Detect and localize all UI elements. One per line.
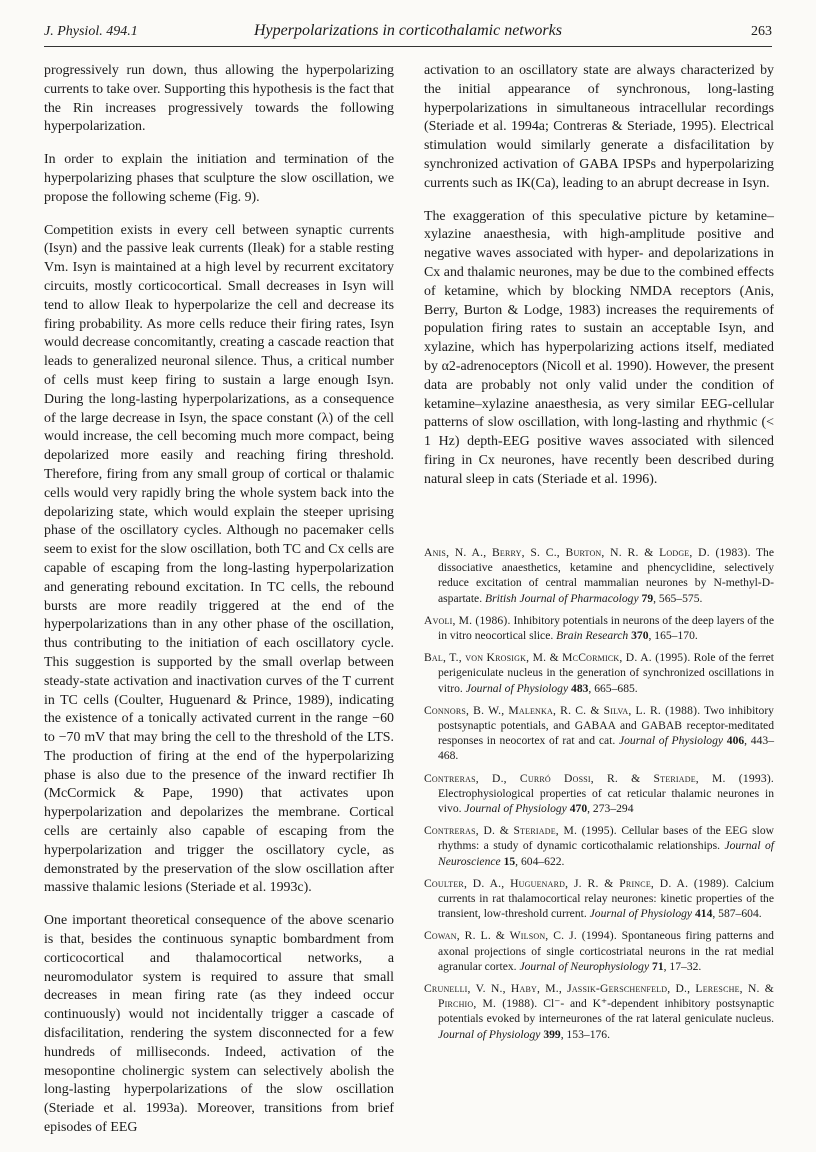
paragraph: One important theoretical consequence of the above scenario is that, besides the continuous synaptic bombardment from corticocortical and thalamocortical networks, a neuromodulator system is required to assure that small decreases in mean firing rate (as they indeed occur continuously) would not incidentally trigger a cascade of disfacilitation, rendering the system disconnected for a few hundreds of milliseconds. Indeed, activation of the mesopontine cholinergic system can selectively abolish the long-lasting hyperpolarizations of the slow oscillation (Steriade et al. 1993a). Moreover, transitions from brief episodes of EEG [44,913,394,1136]
reference-entry: Cowan, R. L. & Wilson, C. J. (1994). Spontaneous firing patterns and axonal projections of single corticostriatal neurons in the rat medial agranular cortex. Journal of Neurophysiology 71, 17–32. [424,929,774,973]
left-column [44,62,394,1152]
reference-entry: Connors, B. W., Malenka, R. C. & Silva, L. R. (1988). Two inhibitory postsynaptic potentials, and GABAA and GABAB receptor-meditated responses in neocortex of rat and cat. Journal of Physiology 406, 443–468. [424,703,774,763]
paragraph: activation to an oscillatory state are always characterized by the initial appearance of synchronous, long-lasting hyperpolarizations in simultaneous intracellular recordings (Steriade et al. 1994a; Contreras & Steriade, 1995). Electrical stimulation would similarly generate a disfacilitation by synchronized activation of GABA IPSPs and hyperpolarizing currents such as IK(Ca), leading to an abrupt decrease in Isyn. [424,63,774,191]
reference-entry: Avoli, M. (1986). Inhibitory potentials in neurons of the deep layers of the in vitro neocortical slice. Brain Research 370, 165–170. [424,613,774,643]
reference-entry: Bal, T., von Krosigk, M. & McCormick, D. A. (1995). Role of the ferret perigeniculate nucleus in the generation of synchronized oscillations in vitro. Journal of Physiology 483, 665–685. [424,651,774,695]
reference-entry: Anis, N. A., Berry, S. C., Burton, N. R. & Lodge, D. (1983). The dissociative anaesthetics, ketamine and phencyclidine, selectively reduce excitation of central mammalian neurones by N-methyl-D-aspartate. British Journal of Pharmacology 79, 565–575. [424,546,774,605]
running-title: Hyperpolarizations in corticothalamic networks [254,22,562,39]
page-number: 263 [751,24,772,39]
paragraph: Competition exists in every cell between synaptic currents (Isyn) and the passive leak currents (Ileak) for a stable resting Vm. Isyn is maintained at a high level by recurrent excitatory circuits, mostly corticocortical. Small decreases in Isyn will tend to allow Ileak to hyperpolarize the cell and decrease its firing probability. As more cells reduce their firing rates, Isyn would decrease concomitantly, creating a cascade reaction that leads to generalized neuronal silence. Thus, a critical number of cells must keep firing to sustain a large enough Isyn. During the long-lasting hyperpolarizations, as a consequence of the large decrease in Isyn, the space constant (λ) of the cell would increase, the cell becoming much more compact, being depolarized more easily and reaching firing threshold. Therefore, firing from any small group of cortical or thalamic cells would very rapidly bring the whole system back into the depolarizing state, which would explain the steeper uprising phase of the oscillatory cycles. Although no pacemaker cells seem to exist for the slow oscillation, both TC and Cx cells are capable of escaping from the long-lasting hyperpolarization and generating rebound excitation. In TC cells, the rebound bursts are more readily triggered at the end of the hyperpolarizations than in any other phase of the oscillation, thus contributing to the initiation of each oscillatory cycle. This suggestion is supported by the small overlap between steady-state activation and inactivation curves of the T current in TC cells (Coulter, Huguenard & Prince, 1989), indicating the existence of a tonically activated current in the range −60 to −70 mV that may bring the cell to the threshold of the LTS. The production of firing at the end of the hyperpolarizing phase is also due to the presence of the inward rectifier Ih (McCormick & Pape, 1990) that activates upon hyperpolarization and depolarizes the membrane. Cortical cells are certainly also capable of escaping from the hyperpolarization and trigger the oscillatory cycle, as demonstrated by the preservation of the slow oscillation after massive thalamic lesions (Steriade et al. 1993c). [44,222,394,896]
reference-list [424,545,774,1049]
paragraph: progressively run down, thus allowing the hyperpolarizing currents to take over. Supporting this hypothesis is the fact that the Rin increases progressively towards the following hyperpolarization. [44,63,394,135]
reference-entry: Contreras, D., Curró Dossi, R. & Steriade, M. (1993). Electrophysiological properties of cat reticular thalamic neurones in vivo. Journal of Physiology 470, 273–294 [424,771,774,816]
reference-entry: Contreras, D. & Steriade, M. (1995). Cellular bases of the EEG slow rhythms: a study of dynamic corticothalamic relationships. Journal of Neuroscience 15, 604–622. [424,824,775,868]
paragraph: The exaggeration of this speculative picture by ketamine–xylazine anaesthesia, with high-amplitude positive and negative waves associated with hyper- and depolarizations in Cx and thalamic neurones, may be due to the combined effects of ketamine, which by blocking NMDA receptors (Anis, Berry, Burton & Lodge, 1983) increases the requirements of population firing rates to sustain an acceptable Isyn, and xylazine, which has hyperpolarizing actions itself, mediated by α2-adrenoceptors (Nicoll et al. 1990). However, the present data are probably not only valid under the condition of ketamine–xylazine anaesthesia, as very similar EEG-cellular patterns of slow oscillation, with long-lasting and rhythmic (< 1 Hz) depth-EEG positive waves associated with silenced firing in Cx neurones, have recently been described during natural sleep in cats (Steriade et al. 1996). [424,208,774,487]
right-column [424,62,774,504]
reference-entry: Crunelli, V. N., Haby, M., Jassik-Gerschenfeld, D., Leresche, N. & Pirchio, M. (1988). Cl⁻- and K⁺-dependent inhibitory postsynaptic potentials evoked by interneurones of the rat lateral geniculate nucleus. Journal of Physiology 399, 153–176. [424,982,774,1041]
journal-citation: J. Physiol. 494.1 [44,24,138,39]
reference-entry: Coulter, D. A., Huguenard, J. R. & Prince, D. A. (1989). Calcium currents in rat thalamocortical relay neurones: kinetic properties of the transient, low-threshold current. Journal of Physiology 414, 587–604. [424,876,774,921]
running-header [44,22,772,47]
paragraph: In order to explain the initiation and termination of the hyperpolarizing phases that sculpture the slow oscillation, we propose the following scheme (Fig. 9). [44,152,394,205]
